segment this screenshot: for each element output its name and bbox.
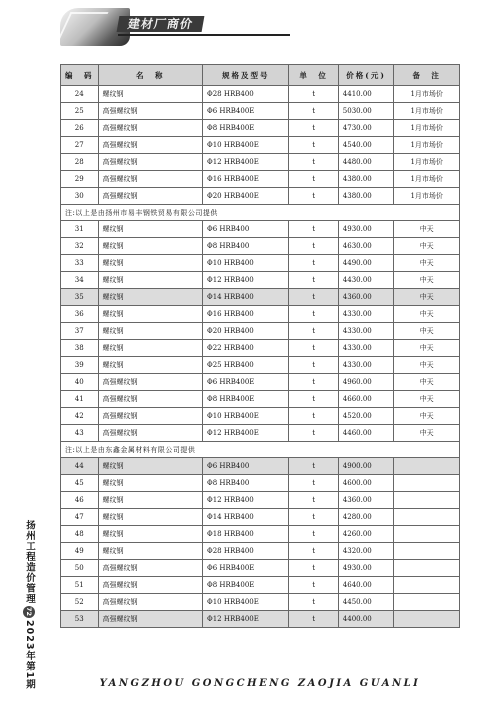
cell-note: 中天 bbox=[394, 391, 460, 408]
table-row bbox=[61, 577, 460, 594]
journal-title: 扬州工程造价管理 bbox=[24, 520, 35, 604]
cell-name: 高强螺纹钢 bbox=[98, 171, 202, 188]
cell-code: 25 bbox=[61, 103, 99, 120]
cell-name: 高强螺纹钢 bbox=[98, 408, 202, 425]
cell-code: 51 bbox=[61, 577, 99, 594]
cell-price: 4360.00 bbox=[338, 289, 394, 306]
cell-name: 螺纹钢 bbox=[98, 323, 202, 340]
cell-name: 螺纹钢 bbox=[98, 526, 202, 543]
journal-footer: YANGZHOU GONGCHENG ZAOJIA GUANLI bbox=[99, 678, 421, 689]
table-body bbox=[61, 86, 460, 628]
cell-note bbox=[394, 509, 460, 526]
cell-price: 4330.00 bbox=[338, 306, 394, 323]
cell-name: 高强螺纹钢 bbox=[98, 594, 202, 611]
cell-unit: t bbox=[289, 272, 338, 289]
cell-price: 4930.00 bbox=[338, 560, 394, 577]
cell-unit: t bbox=[289, 560, 338, 577]
column-header-price: 价格(元) bbox=[338, 65, 394, 86]
supplier-note-row bbox=[61, 205, 460, 221]
cell-unit: t bbox=[289, 425, 338, 442]
cell-name: 高强螺纹钢 bbox=[98, 425, 202, 442]
cell-note bbox=[394, 577, 460, 594]
cell-price: 4260.00 bbox=[338, 526, 394, 543]
table-row bbox=[61, 188, 460, 205]
cell-code: 31 bbox=[61, 221, 99, 238]
cell-code: 26 bbox=[61, 120, 99, 137]
cell-spec: Φ6 HRB400 bbox=[202, 458, 289, 475]
cell-spec: Φ25 HRB400 bbox=[202, 357, 289, 374]
table-row bbox=[61, 374, 460, 391]
cell-code: 46 bbox=[61, 492, 99, 509]
cell-spec: Φ10 HRB400E bbox=[202, 594, 289, 611]
cell-name: 高强螺纹钢 bbox=[98, 154, 202, 171]
cell-name: 螺纹钢 bbox=[98, 255, 202, 272]
cell-code: 52 bbox=[61, 594, 99, 611]
cell-price: 4930.00 bbox=[338, 221, 394, 238]
table-row bbox=[61, 86, 460, 103]
cell-note bbox=[394, 458, 460, 475]
cell-spec: Φ8 HRB400 bbox=[202, 475, 289, 492]
cell-spec: Φ10 HRB400E bbox=[202, 137, 289, 154]
supplier-note: 注:以上是由扬州市易丰钢铁贸易有限公司提供 bbox=[61, 205, 460, 221]
column-header-unit: 单 位 bbox=[289, 65, 338, 86]
cell-price: 4900.00 bbox=[338, 458, 394, 475]
cell-price: 4600.00 bbox=[338, 475, 394, 492]
cell-unit: t bbox=[289, 86, 338, 103]
cell-name: 螺纹钢 bbox=[98, 509, 202, 526]
cell-code: 34 bbox=[61, 272, 99, 289]
cell-unit: t bbox=[289, 221, 338, 238]
cell-price: 4380.00 bbox=[338, 188, 394, 205]
cell-unit: t bbox=[289, 509, 338, 526]
cell-note: 中天 bbox=[394, 238, 460, 255]
cell-code: 48 bbox=[61, 526, 99, 543]
cell-name: 高强螺纹钢 bbox=[98, 560, 202, 577]
column-header-code: 编 码 bbox=[61, 65, 99, 86]
cell-name: 螺纹钢 bbox=[98, 272, 202, 289]
cell-price: 4660.00 bbox=[338, 391, 394, 408]
table-row bbox=[61, 306, 460, 323]
cell-note: 1月市场价 bbox=[394, 154, 460, 171]
cell-note: 中天 bbox=[394, 255, 460, 272]
cell-unit: t bbox=[289, 611, 338, 628]
cell-note: 1月市场价 bbox=[394, 86, 460, 103]
cell-spec: Φ6 HRB400E bbox=[202, 560, 289, 577]
cell-code: 38 bbox=[61, 340, 99, 357]
table-row bbox=[61, 492, 460, 509]
cell-price: 4280.00 bbox=[338, 509, 394, 526]
cell-code: 36 bbox=[61, 306, 99, 323]
table-row bbox=[61, 103, 460, 120]
cell-unit: t bbox=[289, 323, 338, 340]
cell-note bbox=[394, 475, 460, 492]
table-row bbox=[61, 289, 460, 306]
cell-name: 螺纹钢 bbox=[98, 289, 202, 306]
cell-name: 高强螺纹钢 bbox=[98, 103, 202, 120]
cell-code: 30 bbox=[61, 188, 99, 205]
table-row bbox=[61, 255, 460, 272]
cell-spec: Φ8 HRB400E bbox=[202, 577, 289, 594]
cell-price: 4960.00 bbox=[338, 374, 394, 391]
cell-note: 中天 bbox=[394, 289, 460, 306]
table-row bbox=[61, 594, 460, 611]
cell-name: 螺纹钢 bbox=[98, 492, 202, 509]
section-title: 建材厂商价 bbox=[117, 16, 205, 32]
table-row bbox=[61, 408, 460, 425]
cell-code: 33 bbox=[61, 255, 99, 272]
cell-code: 41 bbox=[61, 391, 99, 408]
cell-note: 1月市场价 bbox=[394, 103, 460, 120]
supplier-note: 注:以上是由东鑫金属材料有限公司提供 bbox=[61, 442, 460, 458]
column-header-spec: 规格及型号 bbox=[202, 65, 289, 86]
cell-unit: t bbox=[289, 171, 338, 188]
cell-price: 4460.00 bbox=[338, 425, 394, 442]
table-row bbox=[61, 221, 460, 238]
table-row bbox=[61, 391, 460, 408]
cell-spec: Φ16 HRB400 bbox=[202, 306, 289, 323]
table-row bbox=[61, 154, 460, 171]
cell-note: 中天 bbox=[394, 408, 460, 425]
cell-spec: Φ10 HRB400E bbox=[202, 408, 289, 425]
cell-unit: t bbox=[289, 340, 338, 357]
cell-code: 45 bbox=[61, 475, 99, 492]
table-row bbox=[61, 611, 460, 628]
cell-code: 24 bbox=[61, 86, 99, 103]
cell-spec: Φ12 HRB400E bbox=[202, 154, 289, 171]
cell-code: 43 bbox=[61, 425, 99, 442]
table-row bbox=[61, 238, 460, 255]
cell-name: 高强螺纹钢 bbox=[98, 391, 202, 408]
cell-name: 高强螺纹钢 bbox=[98, 137, 202, 154]
table-row bbox=[61, 323, 460, 340]
cell-spec: Φ8 HRB400E bbox=[202, 391, 289, 408]
cell-unit: t bbox=[289, 458, 338, 475]
cell-name: 螺纹钢 bbox=[98, 221, 202, 238]
cell-price: 4540.00 bbox=[338, 137, 394, 154]
cell-code: 29 bbox=[61, 171, 99, 188]
cell-name: 高强螺纹钢 bbox=[98, 374, 202, 391]
cell-price: 4380.00 bbox=[338, 171, 394, 188]
price-table bbox=[60, 64, 460, 628]
cell-price: 4430.00 bbox=[338, 272, 394, 289]
table-row bbox=[61, 425, 460, 442]
journal-sidebar bbox=[23, 520, 35, 690]
column-header-name: 名 称 bbox=[98, 65, 202, 86]
cell-spec: Φ20 HRB400 bbox=[202, 323, 289, 340]
cell-unit: t bbox=[289, 577, 338, 594]
cell-price: 4640.00 bbox=[338, 577, 394, 594]
cell-price: 4360.00 bbox=[338, 492, 394, 509]
cell-code: 35 bbox=[61, 289, 99, 306]
cell-note bbox=[394, 543, 460, 560]
cell-code: 47 bbox=[61, 509, 99, 526]
cell-unit: t bbox=[289, 255, 338, 272]
cell-note: 1月市场价 bbox=[394, 188, 460, 205]
cell-unit: t bbox=[289, 188, 338, 205]
cell-unit: t bbox=[289, 306, 338, 323]
table-row bbox=[61, 458, 460, 475]
table-row bbox=[61, 171, 460, 188]
table-row bbox=[61, 543, 460, 560]
cell-spec: Φ14 HRB400 bbox=[202, 289, 289, 306]
cell-note: 中天 bbox=[394, 374, 460, 391]
header-rule bbox=[118, 34, 290, 36]
table-row bbox=[61, 560, 460, 577]
table-row bbox=[61, 509, 460, 526]
cell-code: 40 bbox=[61, 374, 99, 391]
cell-name: 螺纹钢 bbox=[98, 475, 202, 492]
cell-code: 37 bbox=[61, 323, 99, 340]
cell-unit: t bbox=[289, 357, 338, 374]
cell-note bbox=[394, 594, 460, 611]
cell-price: 4450.00 bbox=[338, 594, 394, 611]
table-row bbox=[61, 137, 460, 154]
cell-spec: Φ28 HRB400 bbox=[202, 86, 289, 103]
cell-spec: Φ8 HRB400E bbox=[202, 120, 289, 137]
table-row bbox=[61, 526, 460, 543]
column-header-note: 备 注 bbox=[394, 65, 460, 86]
cell-note bbox=[394, 611, 460, 628]
table-row bbox=[61, 120, 460, 137]
cell-note bbox=[394, 526, 460, 543]
cell-price: 4630.00 bbox=[338, 238, 394, 255]
cell-spec: Φ20 HRB400E bbox=[202, 188, 289, 205]
cell-unit: t bbox=[289, 137, 338, 154]
cell-code: 39 bbox=[61, 357, 99, 374]
cell-note: 1月市场价 bbox=[394, 120, 460, 137]
cell-unit: t bbox=[289, 154, 338, 171]
cell-code: 42 bbox=[61, 408, 99, 425]
cell-name: 螺纹钢 bbox=[98, 306, 202, 323]
cell-unit: t bbox=[289, 408, 338, 425]
cell-unit: t bbox=[289, 475, 338, 492]
cell-code: 44 bbox=[61, 458, 99, 475]
cell-name: 高强螺纹钢 bbox=[98, 120, 202, 137]
table-row bbox=[61, 357, 460, 374]
cell-price: 4520.00 bbox=[338, 408, 394, 425]
cell-code: 53 bbox=[61, 611, 99, 628]
cell-code: 28 bbox=[61, 154, 99, 171]
table-header-row bbox=[61, 65, 460, 86]
cell-unit: t bbox=[289, 594, 338, 611]
cell-price: 4400.00 bbox=[338, 611, 394, 628]
supplier-note-row bbox=[61, 442, 460, 458]
cell-spec: Φ12 HRB400E bbox=[202, 425, 289, 442]
cell-spec: Φ10 HRB400 bbox=[202, 255, 289, 272]
cell-spec: Φ6 HRB400 bbox=[202, 221, 289, 238]
cell-name: 高强螺纹钢 bbox=[98, 577, 202, 594]
cell-name: 螺纹钢 bbox=[98, 238, 202, 255]
cell-spec: Φ6 HRB400E bbox=[202, 103, 289, 120]
table-row bbox=[61, 475, 460, 492]
cell-price: 4330.00 bbox=[338, 323, 394, 340]
cell-spec: Φ22 HRB400 bbox=[202, 340, 289, 357]
cell-unit: t bbox=[289, 543, 338, 560]
cell-unit: t bbox=[289, 526, 338, 543]
cell-name: 螺纹钢 bbox=[98, 458, 202, 475]
page-number-badge: 72 bbox=[25, 607, 33, 617]
cell-spec: Φ16 HRB400E bbox=[202, 171, 289, 188]
cell-unit: t bbox=[289, 391, 338, 408]
cell-name: 高强螺纹钢 bbox=[98, 611, 202, 628]
cell-unit: t bbox=[289, 492, 338, 509]
cell-spec: Φ28 HRB400 bbox=[202, 543, 289, 560]
cell-spec: Φ18 HRB400 bbox=[202, 526, 289, 543]
cell-note: 1月市场价 bbox=[394, 171, 460, 188]
cell-price: 5030.00 bbox=[338, 103, 394, 120]
cell-note: 中天 bbox=[394, 357, 460, 374]
cell-name: 螺纹钢 bbox=[98, 86, 202, 103]
cell-note bbox=[394, 492, 460, 509]
cell-code: 27 bbox=[61, 137, 99, 154]
cell-note: 中天 bbox=[394, 221, 460, 238]
cell-spec: Φ8 HRB400 bbox=[202, 238, 289, 255]
cell-note: 1月市场价 bbox=[394, 137, 460, 154]
cell-code: 32 bbox=[61, 238, 99, 255]
table-row bbox=[61, 340, 460, 357]
cell-price: 4330.00 bbox=[338, 340, 394, 357]
cell-name: 螺纹钢 bbox=[98, 340, 202, 357]
cell-note: 中天 bbox=[394, 425, 460, 442]
table-row bbox=[61, 272, 460, 289]
cell-note: 中天 bbox=[394, 323, 460, 340]
cell-unit: t bbox=[289, 289, 338, 306]
cell-code: 49 bbox=[61, 543, 99, 560]
cell-price: 4730.00 bbox=[338, 120, 394, 137]
cell-unit: t bbox=[289, 120, 338, 137]
cell-name: 高强螺纹钢 bbox=[98, 188, 202, 205]
cell-note: 中天 bbox=[394, 340, 460, 357]
cell-price: 4490.00 bbox=[338, 255, 394, 272]
cell-price: 4480.00 bbox=[338, 154, 394, 171]
cell-unit: t bbox=[289, 374, 338, 391]
cell-note: 中天 bbox=[394, 272, 460, 289]
cell-note: 中天 bbox=[394, 306, 460, 323]
cell-spec: Φ14 HRB400 bbox=[202, 509, 289, 526]
cell-price: 4410.00 bbox=[338, 86, 394, 103]
cell-spec: Φ6 HRB400E bbox=[202, 374, 289, 391]
cell-note bbox=[394, 560, 460, 577]
cell-spec: Φ12 HRB400E bbox=[202, 611, 289, 628]
cell-name: 螺纹钢 bbox=[98, 357, 202, 374]
cell-price: 4330.00 bbox=[338, 357, 394, 374]
cell-unit: t bbox=[289, 238, 338, 255]
cell-code: 50 bbox=[61, 560, 99, 577]
cell-price: 4320.00 bbox=[338, 543, 394, 560]
cell-spec: Φ12 HRB400 bbox=[202, 272, 289, 289]
cell-name: 螺纹钢 bbox=[98, 543, 202, 560]
cell-unit: t bbox=[289, 103, 338, 120]
cell-spec: Φ12 HRB400 bbox=[202, 492, 289, 509]
issue-label: 2023年第1期 bbox=[24, 620, 35, 690]
